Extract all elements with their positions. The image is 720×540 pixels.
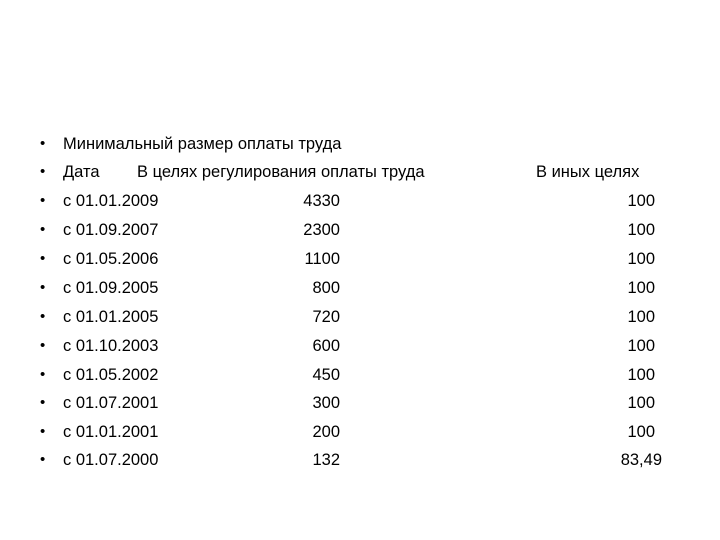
row-regulation-value: 720 <box>312 308 340 326</box>
column-header-date: Дата <box>63 163 100 181</box>
row-date: с 01.05.2006 <box>63 250 159 268</box>
row-regulation-value: 2300 <box>303 221 340 239</box>
row-date: с 01.07.2001 <box>63 394 159 412</box>
row-date: с 01.01.2001 <box>63 423 159 441</box>
row-regulation-value: 132 <box>312 451 340 469</box>
column-header-other: В иных целях <box>536 163 640 181</box>
row-other-value: 100 <box>627 337 655 355</box>
table-row <box>0 361 720 389</box>
row-other-value: 100 <box>627 308 655 326</box>
bullet-icon: • <box>40 308 46 325</box>
row-other-value: 100 <box>627 279 655 297</box>
row-date: с 01.01.2009 <box>63 192 159 210</box>
table-row <box>0 389 720 417</box>
bullet-icon: • <box>40 163 46 180</box>
row-date: с 01.09.2007 <box>63 221 159 239</box>
bullet-icon: • <box>40 250 46 267</box>
bullet-icon: • <box>40 451 46 468</box>
row-regulation-value: 300 <box>312 394 340 412</box>
column-header-regulation: В целях регулирования оплаты труда <box>137 163 425 181</box>
table-row <box>0 245 720 273</box>
row-regulation-value: 600 <box>312 337 340 355</box>
table-row <box>0 332 720 360</box>
table-row <box>0 274 720 302</box>
bullet-icon: • <box>40 279 46 296</box>
row-other-value: 100 <box>627 394 655 412</box>
row-other-value: 100 <box>627 423 655 441</box>
row-regulation-value: 1100 <box>304 250 340 268</box>
row-date: с 01.01.2005 <box>63 308 159 326</box>
row-regulation-value: 800 <box>312 279 340 297</box>
row-other-value: 83,49 <box>620 451 662 469</box>
bullet-icon: • <box>40 394 46 411</box>
row-regulation-value: 450 <box>312 366 340 384</box>
row-regulation-value: 200 <box>312 423 340 441</box>
list-item-header <box>0 158 720 186</box>
bullet-icon: • <box>40 135 46 152</box>
row-other-value: 100 <box>627 192 655 210</box>
table-row <box>0 446 720 474</box>
bullet-icon: • <box>40 337 46 354</box>
table-row <box>0 303 720 331</box>
bullet-icon: • <box>40 192 46 209</box>
row-other-value: 100 <box>627 221 655 239</box>
row-date: с 01.07.2000 <box>63 451 159 469</box>
row-other-value: 100 <box>627 250 655 268</box>
row-date: с 01.09.2005 <box>63 279 159 297</box>
row-date: с 01.05.2002 <box>63 366 159 384</box>
bullet-icon: • <box>40 423 46 440</box>
bullet-icon: • <box>40 221 46 238</box>
row-date: с 01.10.2003 <box>63 337 159 355</box>
table-row <box>0 187 720 215</box>
page-title: Минимальный размер оплаты труда <box>63 135 342 153</box>
table-row <box>0 418 720 446</box>
bullet-icon: • <box>40 366 46 383</box>
list-item-title <box>0 130 720 158</box>
row-other-value: 100 <box>627 366 655 384</box>
row-regulation-value: 4330 <box>303 192 340 210</box>
table-row <box>0 216 720 244</box>
